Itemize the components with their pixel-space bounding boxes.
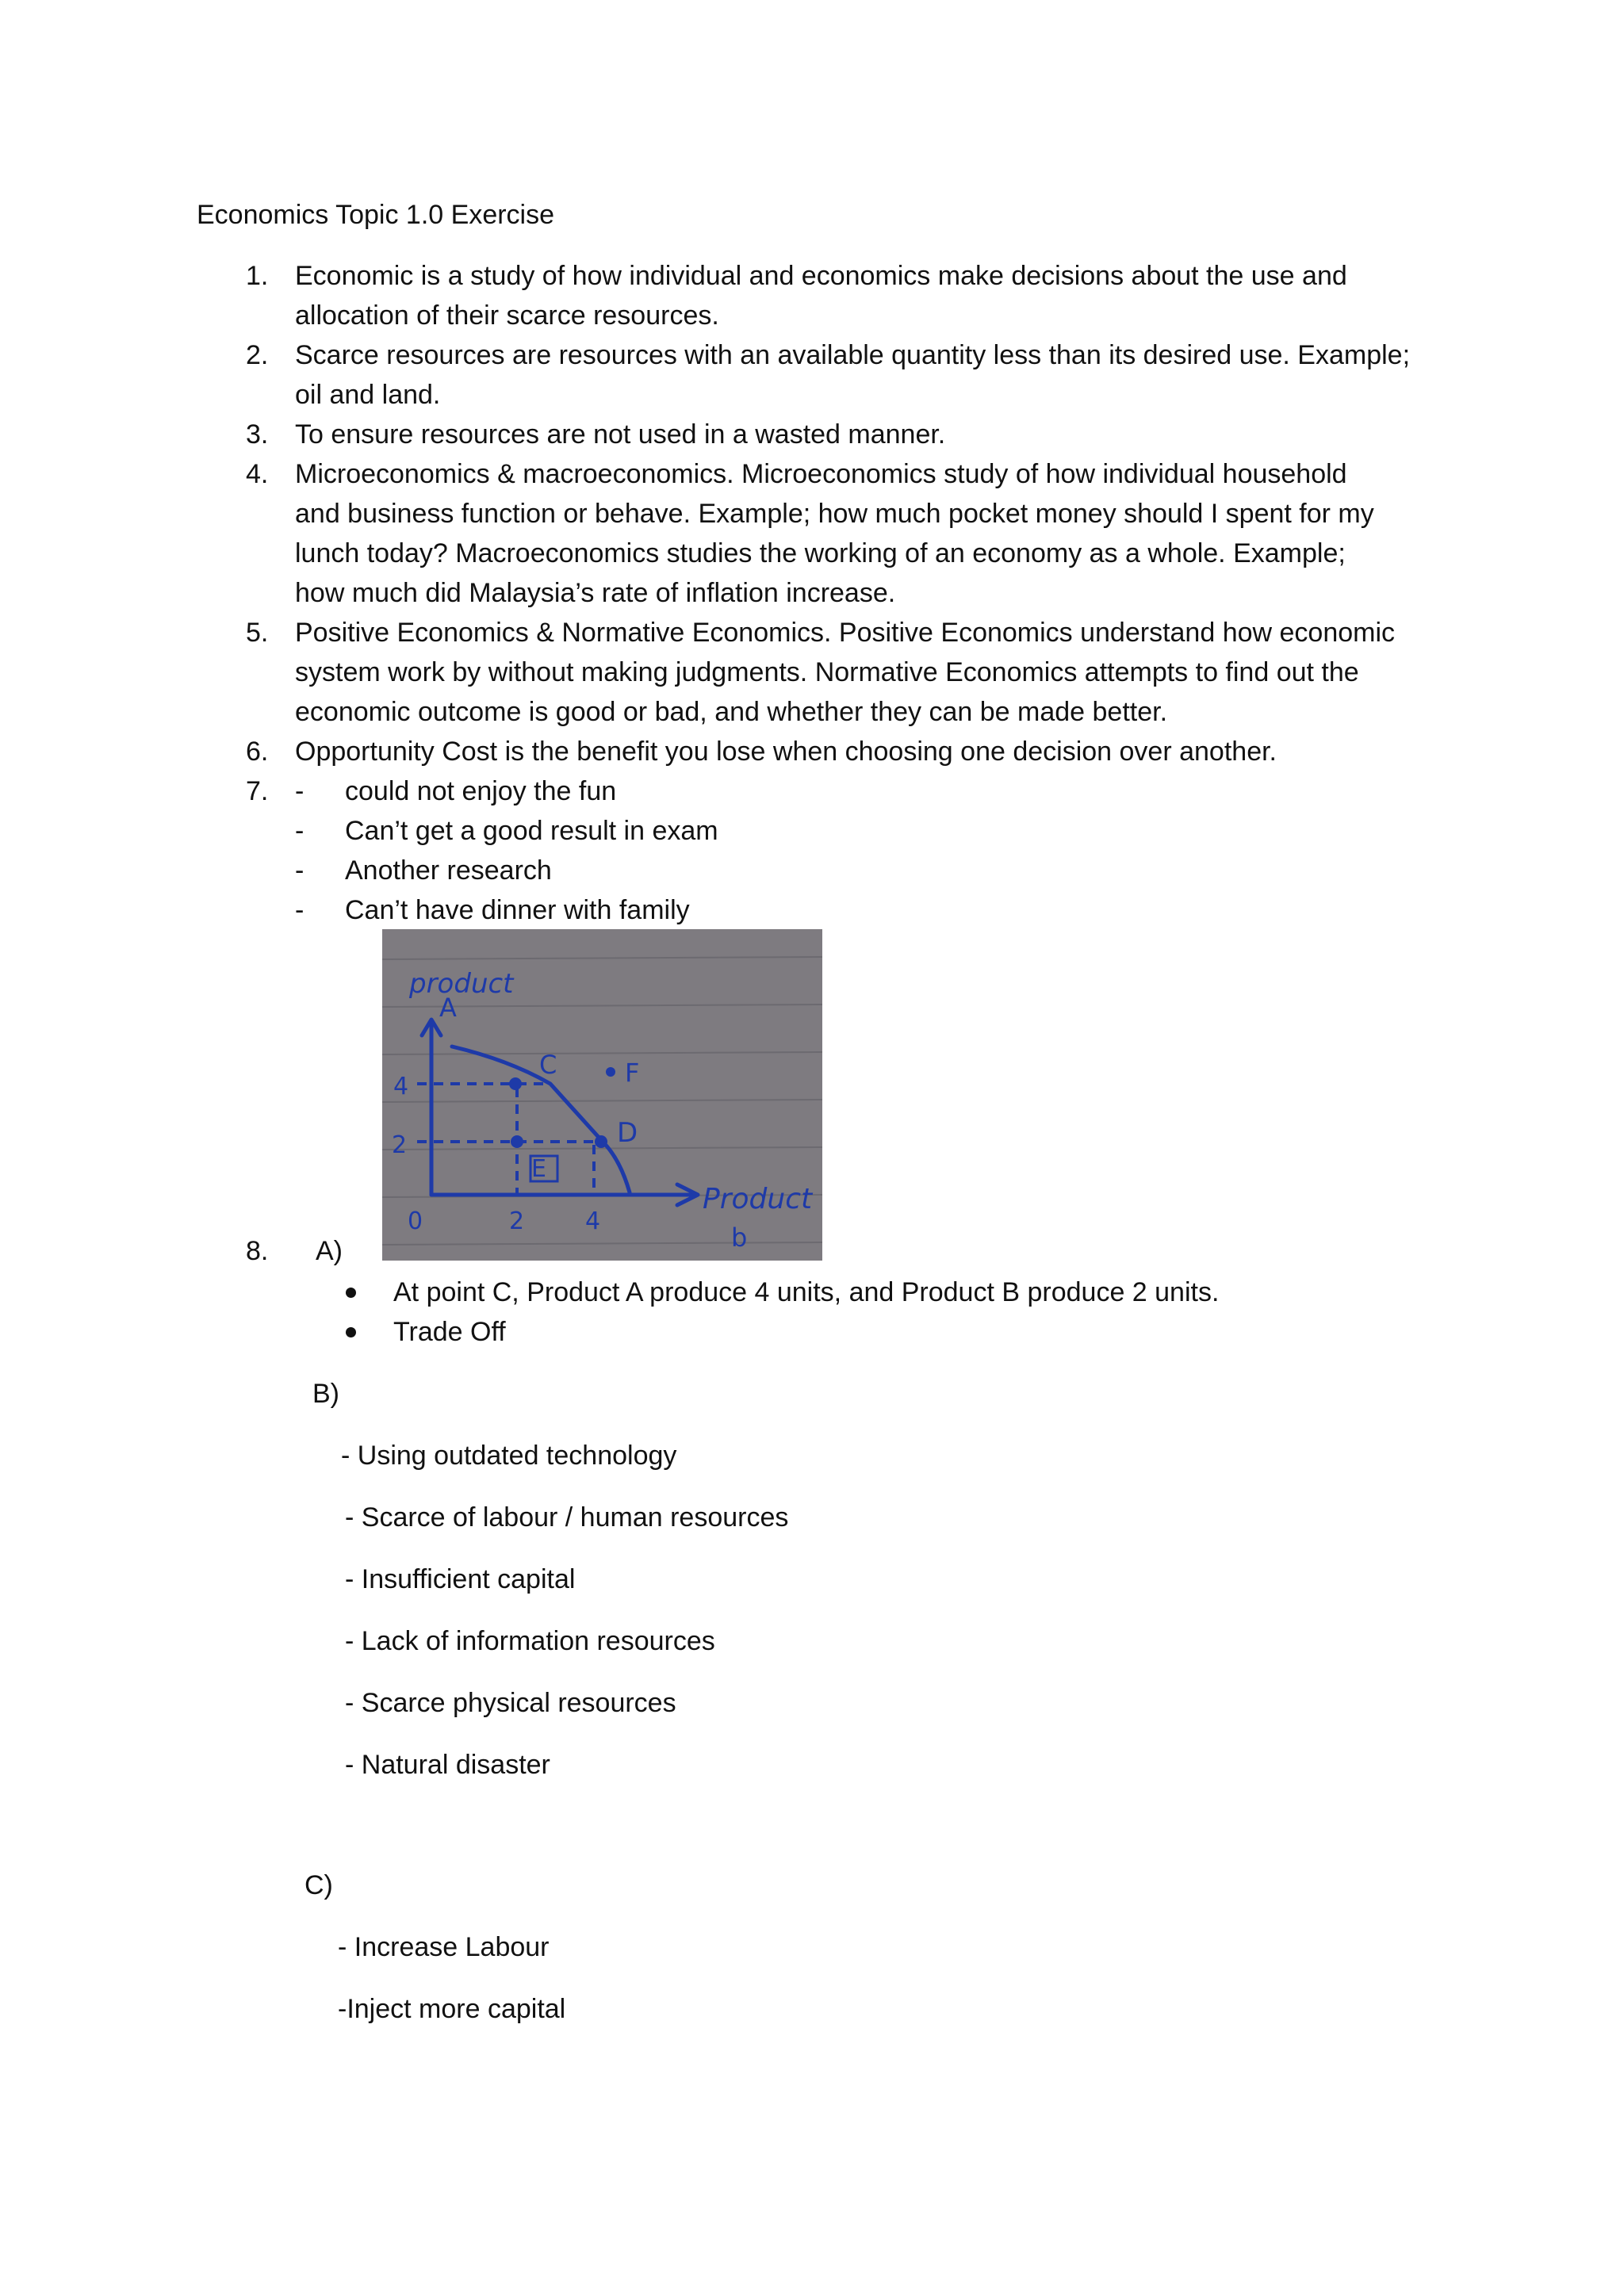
list-item: - Insufficient capital <box>345 1564 576 1594</box>
y-axis-label: product <box>409 968 514 1000</box>
answer-number: 4. <box>246 459 269 489</box>
answer-number: 5. <box>246 618 269 648</box>
answer-number: 7. <box>246 776 269 806</box>
answer-number: 6. <box>246 737 269 767</box>
answer-text-line: To ensure resources are not used in a wasted manner. <box>295 419 946 450</box>
bullet-item: Trade Off <box>393 1317 506 1347</box>
point-c-dot <box>509 1077 522 1090</box>
x-axis-label-letter: b <box>731 1223 748 1253</box>
list-item: - Scarce physical resources <box>345 1688 676 1718</box>
x-tick-label: 2 <box>509 1207 525 1235</box>
list-dash: - <box>295 895 304 925</box>
part-b-label: B) <box>312 1379 339 1409</box>
answer-text-line: economic outcome is good or bad, and whether they can be made better. <box>295 697 1168 727</box>
list-item: - Natural disaster <box>345 1750 550 1780</box>
point-c-label: C <box>539 1050 557 1080</box>
x-tick-label: 4 <box>585 1207 601 1235</box>
y-axis-label-letter: A <box>439 993 457 1023</box>
point-f-dot <box>606 1067 615 1077</box>
answer-text-line: Positive Economics & Normative Economics. Positive Economics understand how economic <box>295 618 1396 648</box>
y-tick-label: 4 <box>393 1073 409 1100</box>
answer-text-line: Economic is a study of how individual and economics make decisions about the use and <box>295 261 1347 291</box>
part-a-label: A) <box>316 1236 343 1266</box>
point-e-dot <box>511 1135 523 1148</box>
answer-number: 2. <box>246 340 269 370</box>
answer-number: 8. <box>246 1236 269 1266</box>
answer-text-line: Microeconomics & macroeconomics. Microeconomics study of how individual household <box>295 459 1347 489</box>
point-f-label: F <box>625 1058 640 1088</box>
list-item: Another research <box>345 855 552 886</box>
list-item: - Scarce of labour / human resources <box>345 1502 789 1533</box>
point-d-dot <box>595 1135 607 1148</box>
answer-text-line: oil and land. <box>295 380 441 410</box>
bullet-dot <box>346 1288 356 1298</box>
answer-text-line: system work by without making judgments. Normative Economics attempts to find out the <box>295 657 1359 687</box>
answer-text-line: and business function or behave. Example; how much pocket money should I spent for my <box>295 499 1374 529</box>
list-item: Can’t have dinner with family <box>345 895 690 925</box>
list-dash: - <box>295 855 304 886</box>
list-dash: - <box>295 816 304 846</box>
answer-text-line: lunch today? Macroeconomics studies the working of an economy as a whole. Example; <box>295 538 1346 568</box>
x-axis-label: Product <box>703 1183 813 1215</box>
list-item: Can’t get a good result in exam <box>345 816 718 846</box>
point-d-label: D <box>617 1117 638 1149</box>
origin-label: 0 <box>408 1207 423 1235</box>
y-tick-label: 2 <box>392 1131 408 1159</box>
document-title: Economics Topic 1.0 Exercise <box>197 200 555 230</box>
answer-text-line: Opportunity Cost is the benefit you lose when choosing one decision over another. <box>295 737 1277 767</box>
ppf-diagram-photo <box>382 929 822 1261</box>
list-item: - Using outdated technology <box>341 1441 677 1471</box>
answer-number: 1. <box>246 261 269 291</box>
list-item: - Increase Labour <box>338 1932 550 1962</box>
answer-text-line: allocation of their scarce resources. <box>295 300 719 331</box>
list-dash: - <box>295 776 304 806</box>
list-item: could not enjoy the fun <box>345 776 617 806</box>
answer-text-line: Scarce resources are resources with an available quantity less than its desired use. Example; <box>295 340 1411 370</box>
point-e-label: E <box>531 1155 546 1183</box>
answer-text-line: how much did Malaysia’s rate of inflation increase. <box>295 578 896 608</box>
bullet-item: At point C, Product A produce 4 units, and Product B produce 2 units. <box>393 1277 1220 1307</box>
bullet-dot <box>346 1327 356 1337</box>
part-c-label: C) <box>304 1870 333 1900</box>
list-item: - Lack of information resources <box>345 1626 715 1656</box>
list-item: -Inject more capital <box>338 1994 566 2024</box>
answer-number: 3. <box>246 419 269 450</box>
